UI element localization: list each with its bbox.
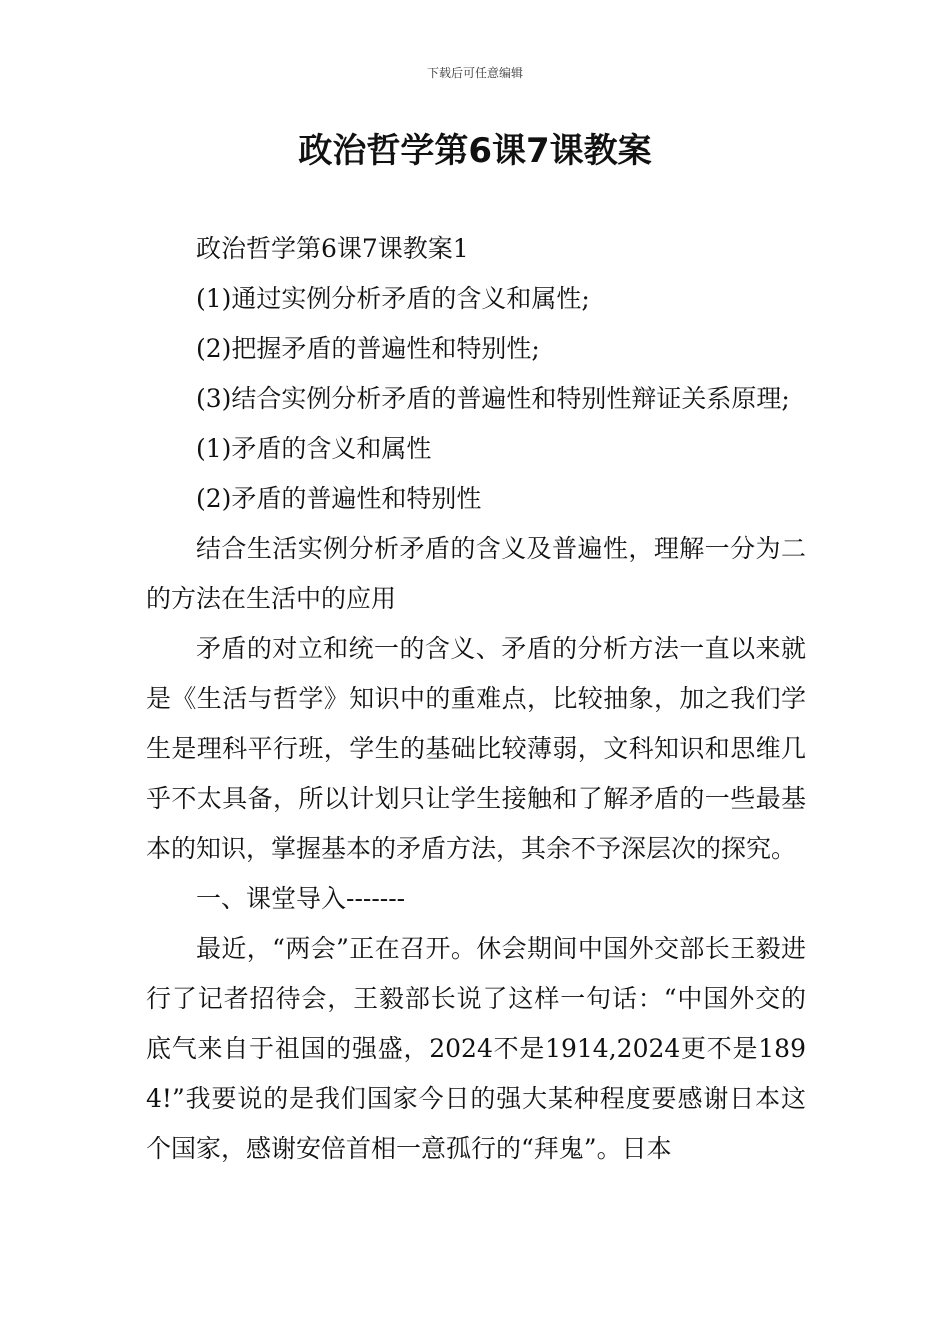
document-body bbox=[146, 224, 806, 1174]
paragraph-section-heading: 一、课堂导入------- bbox=[196, 884, 406, 913]
paragraph-subtitle: 政治哲学第6课7课教案1 bbox=[196, 234, 469, 263]
paragraph-difficulty: 结合生活实例分析矛盾的含义及普遍性，理解一分为二的方法在生活中的应用 bbox=[146, 534, 806, 613]
paragraph-objective-1: (1)通过实例分析矛盾的含义和属性; bbox=[196, 284, 590, 313]
paragraph-objective-2: (2)把握矛盾的普遍性和特别性; bbox=[196, 334, 540, 363]
paragraph-keypoint-1: (1)矛盾的含义和属性 bbox=[196, 434, 432, 463]
paragraph-objective-3: (3)结合实例分析矛盾的普遍性和特别性辩证关系原理; bbox=[196, 384, 790, 413]
paragraph-introduction: 最近，“两会”正在召开。休会期间中国外交部长王毅进行了记者招待会，王毅部长说了这样一句话：“中国外交的底气来自于祖国的强盛，2024不是1914,2024更不是1894!”我要说的是我们国家今日的强大某种程度要感谢日本这个国家，感谢安倍首相一意孤行的“拜鬼”。日本 bbox=[146, 934, 806, 1163]
header-note: 下载后可任意编辑 bbox=[426, 66, 523, 80]
paragraph-analysis: 矛盾的对立和统一的含义、矛盾的分析方法一直以来就是《生活与哲学》知识中的重难点，比较抽象，加之我们学生是理科平行班，学生的基础比较薄弱，文科知识和思维几乎不太具备，所以计划只让学生接触和了解矛盾的一些最基本的知识，掌握基本的矛盾方法，其余不予深层次的探究。 bbox=[146, 634, 806, 863]
paragraph-keypoint-2: (2)矛盾的普遍性和特别性 bbox=[196, 484, 482, 513]
document-title: 政治哲学第6课7课教案 bbox=[298, 131, 652, 171]
